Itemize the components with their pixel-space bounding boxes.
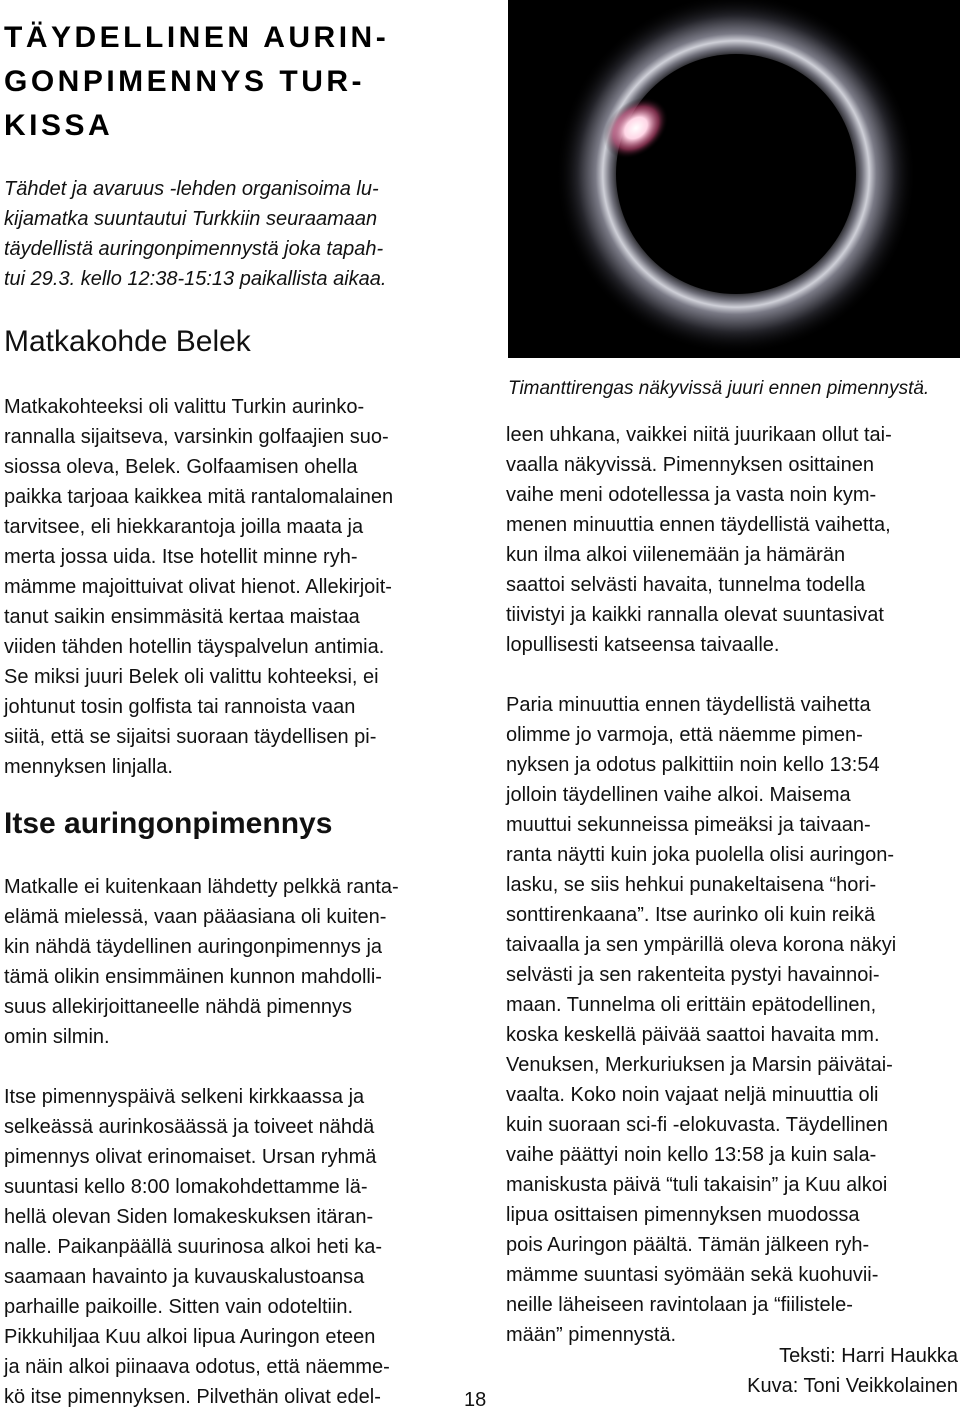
text-line: vaalla näkyvissä. Pimennyksen osittainen xyxy=(506,454,874,476)
text-line: nyksen ja odotus palkittiin noin kello 13:54 xyxy=(506,754,880,776)
text-line: ranta näytti kuin joka puolella olisi auringon- xyxy=(506,844,895,866)
text-line: kö itse pimennyksen. Pilvethän olivat edel- xyxy=(4,1386,381,1408)
text-line: ja näin alkoi piinaava odotus, että näemme- xyxy=(4,1356,390,1378)
text-line: leen uhkana, vaikkei niitä juurikaan ollut tai- xyxy=(506,424,892,446)
lead-line: tui 29.3. kello 12:38-15:13 paikallista aikaa. xyxy=(4,268,387,290)
text-line: merta jossa uida. Itse hotellit minne ryh- xyxy=(4,546,358,568)
text-line: tiivistyi ja kaikki rannalla olevat suuntasivat xyxy=(506,604,884,626)
text-line: vaihe päättyi noin kello 13:58 ja kuin sala- xyxy=(506,1144,877,1166)
text-line: saattoi selvästi havaita, tunnelma todella xyxy=(506,574,866,596)
article-title xyxy=(4,16,389,148)
section-heading-belek: Matkakohde Belek xyxy=(4,325,251,358)
text-line: elämä mielessä, vaan pääasiana oli kuiten- xyxy=(4,906,387,928)
text-line: Matkakohteeksi oli valittu Turkin aurinko- xyxy=(4,396,365,418)
text-line: parhaille paikoille. Sitten vain odoteltiin. xyxy=(4,1296,354,1318)
text-line: maan. Tunnelma oli erittäin epätodellinen, xyxy=(506,994,877,1016)
text-line: tarvitsee, eli hiekkarantoja joilla maata ja xyxy=(4,516,364,538)
photo-caption: Timanttirengas näkyvissä juuri ennen pimennystä. xyxy=(508,378,930,399)
paragraph-itse-d xyxy=(506,690,896,1350)
text-line: vaihe meni odotellessa ja vasta noin kym- xyxy=(506,484,877,506)
text-line: sonttirenkaana”. Itse aurinko oli kuin reikä xyxy=(506,904,876,926)
paragraph-belek xyxy=(4,392,393,782)
text-line: lasku, se siis hehkui punakeltaisena “hori- xyxy=(506,874,877,896)
text-line: suuntasi kello 8:00 lomakohdettamme lä- xyxy=(4,1176,368,1198)
text-line: omin silmin. xyxy=(4,1026,110,1048)
title-line: TÄYDELLINEN AURIN- xyxy=(4,21,390,54)
text-line: lopullisesti katseensa taivaalle. xyxy=(506,634,780,656)
text-line: nalle. Paikanpäällä suurinosa alkoi heti ka- xyxy=(4,1236,383,1258)
text-credit: Teksti: Harri Haukka xyxy=(779,1345,958,1367)
page-number: 18 xyxy=(464,1389,487,1411)
text-line: mennyksen linjalla. xyxy=(4,756,173,778)
text-line: saamaan havainto ja kuvauskalustoansa xyxy=(4,1266,365,1288)
paragraph-itse-a xyxy=(4,872,399,1052)
eclipse-photo xyxy=(508,0,960,358)
text-line: Venuksen, Merkuriuksen ja Marsin päivätai- xyxy=(506,1054,893,1076)
eclipse-diamond-ring-image xyxy=(508,0,960,358)
text-line: tanut saikin ensimmäsitä kertaa maistaa xyxy=(4,606,360,628)
text-line: johtunut tosin golfista tai rannoista vaan xyxy=(4,696,356,718)
text-line: mämme majoittuivat olivat hienot. Allekirjoit- xyxy=(4,576,392,598)
text-line: neille läheiseen ravintolaan ja “fiilistele- xyxy=(506,1294,853,1316)
paragraph-itse-b xyxy=(4,1082,390,1412)
text-line: hellä olevan Siden lomakeskuksen itäran- xyxy=(4,1206,374,1228)
text-line: kuin suoraan sci-fi -elokuvasta. Täydellinen xyxy=(506,1114,889,1136)
text-line: vaalta. Koko noin vajaat neljä minuuttia oli xyxy=(506,1084,879,1106)
text-line: maniskusta päivä “tuli takaisin” ja Kuu alkoi xyxy=(506,1174,888,1196)
text-line: tämä olikin ensimmäinen kunnon mahdolli- xyxy=(4,966,382,988)
lead-line: täydellistä auringonpimennystä joka tapah- xyxy=(4,238,384,260)
title-line: GONPIMENNYS TUR- xyxy=(4,65,366,98)
text-line: koska keskellä päivää saattoi havaita mm. xyxy=(506,1024,880,1046)
paragraph-itse-c xyxy=(506,420,892,660)
section-heading-itse: Itse auringonpimennys xyxy=(4,807,333,840)
text-line: lipua osittaisen pimennyksen muodossa xyxy=(506,1204,860,1226)
text-line: siitä, että se sijaitsi suoraan täydellisen pi- xyxy=(4,726,377,748)
text-line: menen minuuttia ennen täydellistä vaihetta, xyxy=(506,514,891,536)
text-line: siossa oleva, Belek. Golfaamisen ohella xyxy=(4,456,358,478)
text-line: Paria minuuttia ennen täydellistä vaihetta xyxy=(506,694,871,716)
text-line: pimennys olivat erinomaiset. Ursan ryhmä xyxy=(4,1146,377,1168)
photo-credit: Kuva: Toni Veikkolainen xyxy=(747,1375,958,1397)
text-line: kun ilma alkoi viilenemään ja hämärän xyxy=(506,544,846,566)
text-line: muuttui sekunneissa pimeäksi ja taivaan- xyxy=(506,814,871,836)
text-line: suus allekirjoittaneelle nähdä pimennys xyxy=(4,996,352,1018)
text-line: Itse pimennyspäivä selkeni kirkkaassa ja xyxy=(4,1086,365,1108)
text-line: rannalla sijaitseva, varsinkin golfaajien suo- xyxy=(4,426,389,448)
text-line: Matkalle ei kuitenkaan lähdetty pelkkä ranta- xyxy=(4,876,399,898)
text-line: selkeässä aurinkosäässä ja toiveet nähdä xyxy=(4,1116,375,1138)
lead-line: Tähdet ja avaruus -lehden organisoima lu- xyxy=(4,178,379,200)
text-line: olimme jo varmoja, että näemme pimen- xyxy=(506,724,863,746)
lead-line: kijamatka suuntautui Turkkiin seuraamaan xyxy=(4,208,378,230)
title-line: KISSA xyxy=(4,109,114,142)
text-line: kin nähdä täydellinen auringonpimennys ja xyxy=(4,936,383,958)
text-line: mämme suuntasi syömään sekä kuohuvii- xyxy=(506,1264,879,1286)
article-lead xyxy=(4,174,386,294)
text-line: Se miksi juuri Belek oli valittu kohteeksi, ei xyxy=(4,666,379,688)
text-line: taivaalla ja sen ympärillä oleva korona näkyi xyxy=(506,934,897,956)
text-line: selvästi ja sen rakenteita pystyi havainnoi- xyxy=(506,964,880,986)
text-line: jolloin täydellinen vaihe alkoi. Maisema xyxy=(506,784,851,806)
text-line: pois Auringon päältä. Tämän jälkeen ryh- xyxy=(506,1234,870,1256)
text-line: mään” pimennystä. xyxy=(506,1324,677,1346)
text-line: Pikkuhiljaa Kuu alkoi lipua Auringon eteen xyxy=(4,1326,376,1348)
text-line: paikka tarjoaa kaikkea mitä rantalomalainen xyxy=(4,486,394,508)
text-line: viiden tähden hotellin täyspalvelun antimia. xyxy=(4,636,385,658)
